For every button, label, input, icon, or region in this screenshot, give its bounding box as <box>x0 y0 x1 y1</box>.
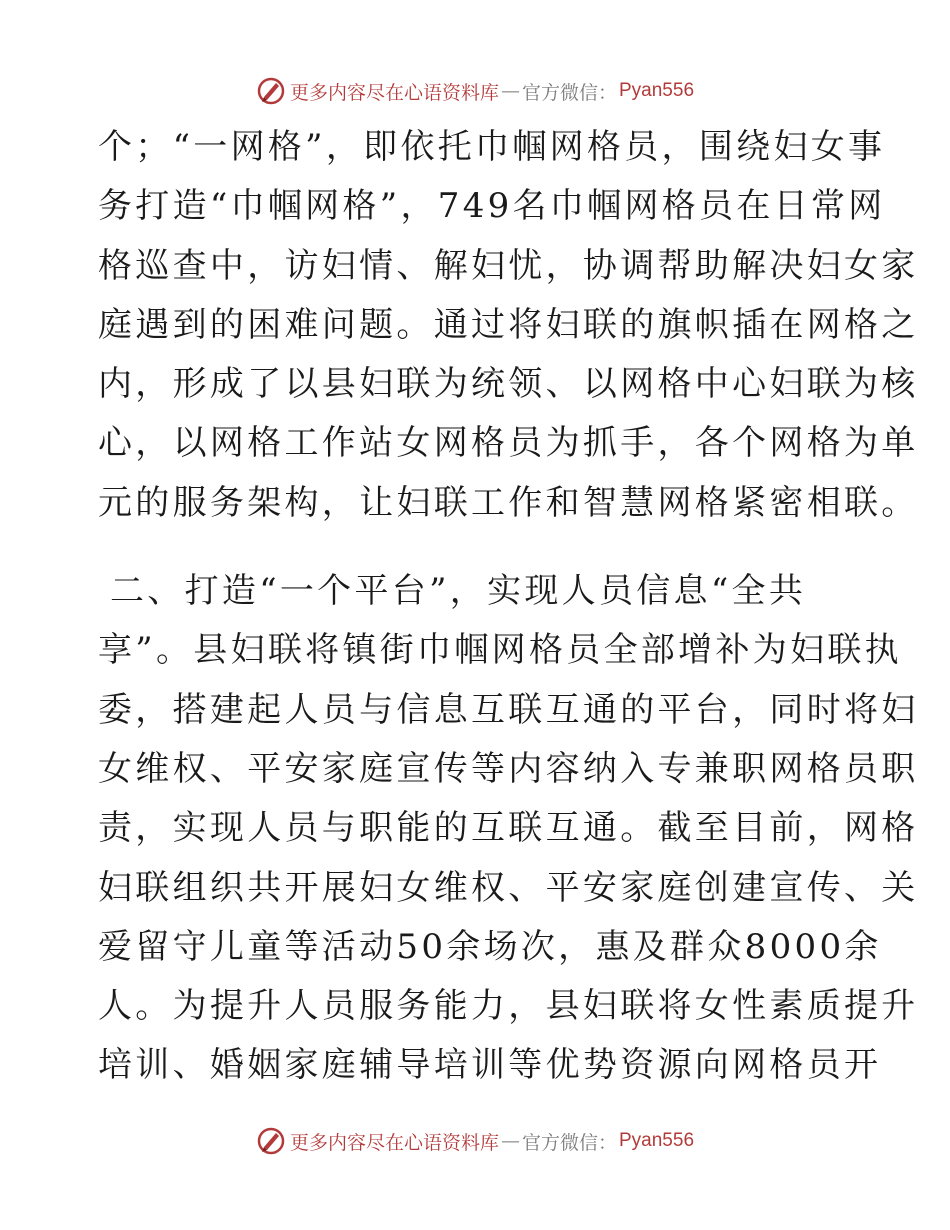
footer-watermark <box>0 1126 950 1156</box>
paragraph-line: 女维权、平安家庭宣传等内容纳入专兼职网格员职 <box>98 748 919 789</box>
watermark-wechat-id: Pyan556 <box>619 1130 695 1151</box>
paragraph-line: 妇联组织共开展妇女维权、平安家庭创建宣传、关 <box>98 867 919 908</box>
paragraph-line: 庭遇到的困难问题。通过将妇联的旗帜插在网格之 <box>98 304 919 345</box>
watermark-label: 官方微信： <box>521 1131 617 1154</box>
watermark-logo-icon <box>256 1126 286 1156</box>
paragraph-line: 享”。县妇联将镇街巾帼网格员全部增补为妇联执 <box>98 630 902 671</box>
paragraph-2 <box>98 562 919 1096</box>
watermark-wechat-id: Pyan556 <box>619 80 695 101</box>
watermark-dash: — <box>500 1130 520 1152</box>
paragraph-line: 人。为提升人员服务能力，县妇联将女性素质提升 <box>98 986 919 1027</box>
paragraph-1 <box>98 118 919 533</box>
watermark-logo-icon <box>256 76 286 106</box>
section-heading-line: 二、打造“一个平台”，实现人员信息“全共 <box>110 571 807 612</box>
paragraph-line: 心，以网格工作站女网格员为抓手，各个网格为单 <box>98 423 919 464</box>
header-watermark <box>0 76 950 106</box>
watermark-label: 官方微信： <box>521 81 617 104</box>
paragraph-line: 元的服务架构，让妇联工作和智慧网格紧密相联。 <box>98 482 919 523</box>
paragraph-line: 内，形成了以县妇联为统领、以网格中心妇联为核 <box>98 364 919 405</box>
watermark-brand: 更多内容尽在心语资料库 <box>289 81 499 104</box>
paragraph-line: 培训、婚姻家庭辅导培训等优势资源向网格员开 <box>98 1045 882 1086</box>
paragraph-spacer <box>98 533 858 562</box>
document-body <box>98 118 919 1096</box>
paragraph-line: 务打造“巾帼网格”，749名巾帼网格员在日常网 <box>98 186 886 227</box>
paragraph-line: 个；“一网格”，即依托巾帼网格员，围绕妇女事 <box>98 127 886 167</box>
watermark-dash: — <box>500 80 520 102</box>
paragraph-line: 责，实现人员与职能的互联互通。截至目前，网格 <box>98 808 919 849</box>
paragraph-line: 委，搭建起人员与信息互联互通的平台，同时将妇 <box>98 689 919 730</box>
paragraph-line: 格巡查中，访妇情、解妇忧，协调帮助解决妇女家 <box>98 245 919 286</box>
watermark-brand: 更多内容尽在心语资料库 <box>289 1131 499 1154</box>
paragraph-line: 爱留守儿童等活动50余场次，惠及群众8000余 <box>98 926 882 967</box>
